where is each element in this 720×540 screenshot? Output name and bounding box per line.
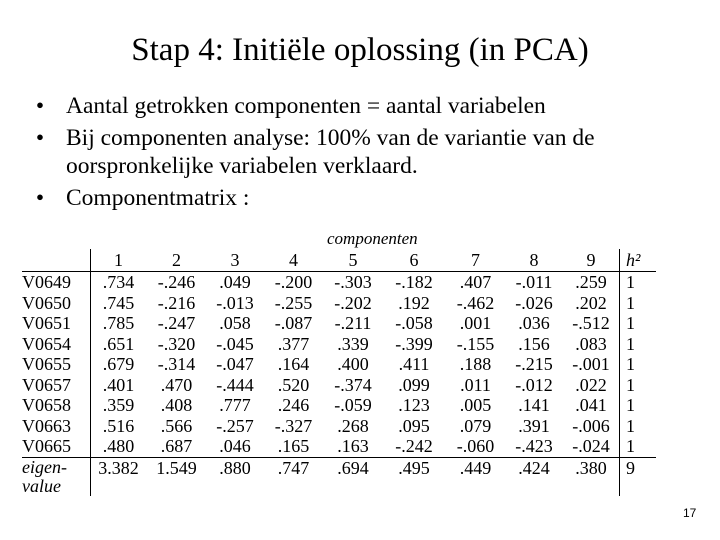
loading-cell: .401: [91, 375, 147, 396]
loading-cell: .079: [459, 415, 492, 436]
loading-cell: -.303: [334, 272, 372, 292]
loading-cell: .083: [575, 333, 607, 354]
loading-cell: -.013: [216, 292, 254, 313]
loading-cell: .163: [337, 436, 369, 456]
bullet-item: [30, 184, 710, 212]
loading-cell: -.060: [456, 436, 495, 456]
table-row: [22, 313, 656, 334]
loading-cell: -.200: [274, 272, 313, 292]
table-row: [22, 395, 656, 416]
loading-cell: -.314: [157, 354, 196, 374]
loading-cell: -.423: [515, 436, 553, 456]
row-label: V0650: [22, 292, 71, 313]
loading-cell: .339: [337, 333, 369, 354]
loading-cell: .259: [575, 272, 607, 292]
table-caption: componenten: [327, 229, 418, 248]
eigenvalue-cell: .449: [446, 457, 505, 496]
h2-cell: 1: [620, 395, 657, 416]
loading-cell: -.059: [334, 395, 372, 415]
row-label: V0654: [22, 333, 71, 354]
h2-cell: 1: [620, 354, 657, 375]
loading-cell: .001: [459, 313, 492, 333]
loading-cell: .192: [398, 292, 430, 313]
loading-cell: .745: [91, 293, 147, 314]
loading-cell: .400: [337, 354, 369, 374]
table-row: [22, 272, 656, 293]
loading-cell: .165: [277, 436, 310, 456]
loading-cell: -.257: [216, 415, 254, 436]
loading-cell: .679: [91, 354, 147, 375]
loading-cell: .156: [518, 333, 550, 354]
loading-cell: .095: [398, 415, 430, 436]
table-row: [22, 354, 656, 375]
bullet-item: [30, 124, 710, 180]
table-row: [22, 375, 656, 396]
table-row: [22, 436, 656, 457]
h2-cell: 1: [620, 334, 657, 355]
loading-cell: -.182: [395, 272, 433, 292]
loading-cell: .687: [160, 436, 193, 456]
bullet-text: Aantal getrokken componenten = aantal variabelen: [66, 93, 546, 119]
row-label: V0649: [22, 272, 71, 292]
loading-cell: -.512: [572, 313, 610, 333]
loading-cell: .566: [160, 415, 193, 436]
loading-cell: .164: [277, 354, 310, 374]
row-label: V0651: [22, 313, 71, 333]
component-matrix-table: [22, 249, 656, 496]
loading-cell: .359: [91, 395, 147, 416]
loading-cell: .268: [337, 415, 369, 436]
column-header: 8: [505, 249, 563, 272]
loading-cell: -.047: [216, 354, 254, 374]
table-row: [22, 416, 656, 437]
loading-cell: .377: [277, 333, 310, 354]
loading-cell: .411: [398, 354, 430, 374]
eigenvalue-cell: .747: [263, 457, 324, 496]
loading-cell: -.215: [515, 354, 553, 374]
slide-title: Stap 4: Initiële oplossing (in PCA): [131, 32, 589, 68]
loading-cell: -.246: [157, 272, 196, 292]
eigenvalue-cell: 3.382: [91, 457, 147, 496]
bullet-text: Bij componenten analyse: 100% van de variantie van de oorspronkelijke variabelen verklaard.: [66, 125, 595, 179]
row-label: V0657: [22, 374, 71, 395]
column-header: 2: [146, 249, 207, 272]
loading-cell: .734: [91, 272, 147, 293]
loading-cell: -.087: [274, 313, 313, 333]
loading-cell: .036: [518, 313, 550, 333]
table-body: [22, 272, 656, 458]
loading-cell: .407: [459, 272, 492, 292]
bullet-item: [30, 92, 710, 120]
h2-header: h²: [620, 249, 657, 272]
loading-cell: -.374: [334, 374, 372, 395]
loading-cell: -.320: [157, 333, 196, 354]
loading-cell: -.247: [157, 313, 196, 333]
h2-cell: 1: [620, 375, 657, 396]
loading-cell: .480: [91, 436, 147, 457]
bullet-list: [30, 92, 710, 216]
loading-cell: -.444: [216, 374, 254, 395]
loading-cell: .049: [219, 272, 251, 292]
bullet-text: Componentmatrix :: [66, 185, 250, 211]
eigenvalue-cell: .694: [324, 457, 382, 496]
page-number: 17: [683, 506, 697, 520]
loading-cell: -.462: [456, 292, 495, 313]
loading-cell: .516: [91, 416, 147, 437]
eigenvalue-label-line: value: [22, 475, 61, 496]
column-header: 4: [263, 249, 324, 272]
eigenvalue-total: 9: [620, 457, 657, 496]
loading-cell: .202: [575, 292, 607, 313]
loading-cell: .011: [460, 374, 491, 395]
h2-cell: 1: [620, 416, 657, 437]
loading-cell: -.242: [395, 436, 433, 456]
row-label: V0665: [22, 436, 71, 456]
loading-cell: -.006: [572, 415, 610, 436]
loading-cell: -.058: [395, 313, 433, 333]
loading-cell: .041: [575, 395, 607, 415]
loading-cell: -.216: [157, 292, 196, 313]
eigenvalue-cell: .424: [505, 457, 563, 496]
loading-cell: -.045: [216, 333, 254, 354]
loading-cell: .520: [277, 374, 310, 395]
eigenvalue-cell: .380: [563, 457, 620, 496]
h2-cell: 1: [620, 272, 657, 293]
table-row: [22, 334, 656, 355]
column-header: 7: [446, 249, 505, 272]
loading-cell: .058: [219, 313, 251, 333]
loading-cell: .408: [160, 395, 193, 415]
loading-cell: -.155: [456, 333, 495, 354]
column-header: 9: [563, 249, 620, 272]
row-label: V0663: [22, 415, 71, 436]
loading-cell: .046: [219, 436, 251, 456]
loading-cell: -.024: [572, 436, 610, 456]
loading-cell: -.001: [572, 354, 610, 374]
loading-cell: -.202: [334, 292, 372, 313]
loading-cell: .391: [518, 415, 550, 436]
loading-cell: .785: [91, 313, 147, 334]
eigenvalue-cell: 1.549: [146, 457, 207, 496]
eigenvalue-label: [22, 457, 91, 496]
loading-cell: -.012: [515, 374, 553, 395]
bullet-dot: •: [35, 185, 45, 211]
column-header: 6: [382, 249, 446, 272]
loading-cell: .188: [459, 354, 492, 374]
loading-cell: -.255: [274, 292, 313, 313]
eigenvalue-cell: .495: [382, 457, 446, 496]
table-header-row: [22, 249, 656, 272]
loading-cell: -.026: [515, 292, 553, 313]
loading-cell: .470: [160, 374, 193, 395]
loading-cell: .099: [398, 374, 430, 395]
loading-cell: .141: [518, 395, 550, 415]
header-spacer: [22, 249, 91, 272]
loading-cell: .022: [575, 374, 607, 395]
loading-cell: .651: [91, 334, 147, 355]
row-label: V0658: [22, 395, 71, 415]
column-header: 1: [91, 249, 147, 272]
loading-cell: -.399: [395, 333, 433, 354]
loading-cell: .777: [219, 395, 251, 415]
eigenvalue-cell: .880: [207, 457, 263, 496]
h2-cell: 1: [620, 293, 657, 314]
bullet-dot: •: [35, 125, 45, 151]
bullet-dot: •: [35, 93, 45, 119]
eigenvalue-row: [22, 457, 656, 496]
loading-cell: -.327: [274, 415, 313, 436]
row-label: V0655: [22, 354, 71, 374]
column-header: 5: [324, 249, 382, 272]
h2-cell: 1: [620, 436, 657, 457]
loading-cell: .123: [398, 395, 430, 415]
column-header: 3: [207, 249, 263, 272]
loading-cell: -.211: [334, 313, 372, 333]
loading-cell: .005: [459, 395, 492, 415]
table-row: [22, 293, 656, 314]
loading-cell: .246: [277, 395, 310, 415]
h2-cell: 1: [620, 313, 657, 334]
eigenvalue-label-line: eigen-: [22, 456, 67, 477]
loading-cell: -.011: [515, 272, 553, 292]
